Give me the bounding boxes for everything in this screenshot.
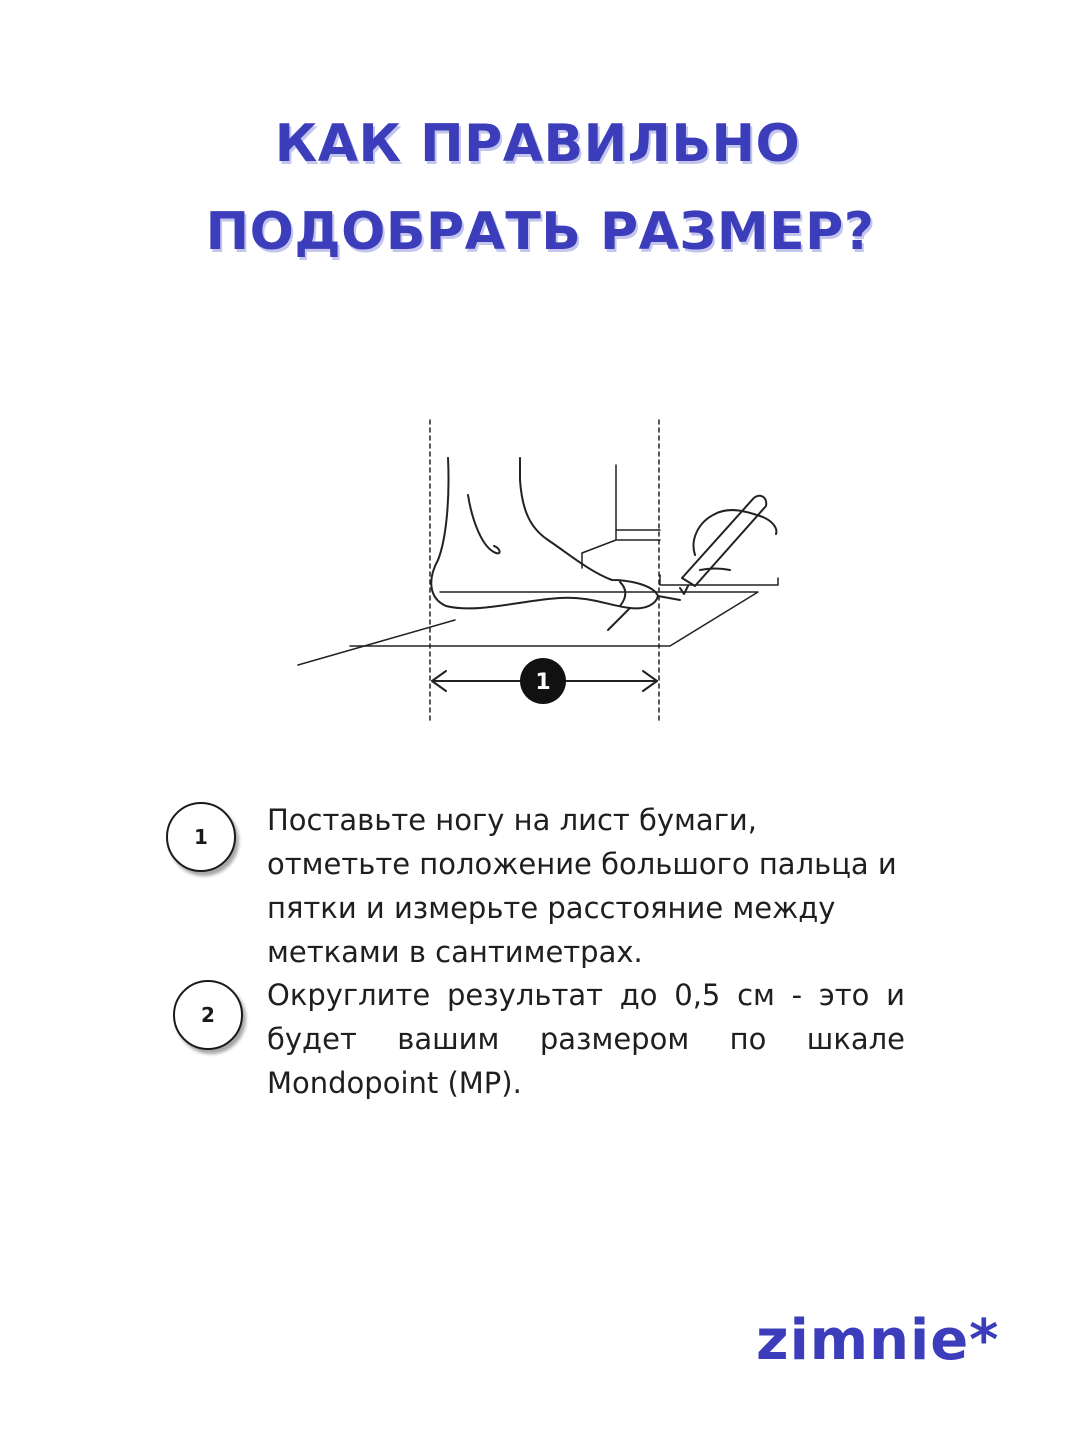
foot-measurement-illustration [290,410,790,730]
foot-icon [431,458,680,630]
title-line-2: ПОДОБРАТЬ РАЗМЕР? [205,202,875,262]
step-number-badge: 2 [173,980,243,1050]
pencil-icon [680,496,776,594]
title-line-1: КАК ПРАВИЛЬНО [274,114,801,174]
step-text: Округлите результат до 0,5 см - это и будет вашим размером по шкале Mondopoint (MP). [267,978,905,1100]
background-box [582,465,660,553]
brand-logo: zimnie* [756,1308,1000,1373]
floor-line [298,620,455,665]
page-title [0,100,1080,276]
paper-sheet [350,592,758,646]
measure-marker-label: 1 [535,670,551,695]
step-text: Поставьте ногу на лист бумаги, отметьте положение большого пальца и пятки и измерьте расстояние между метками в сантиметрах. [267,803,897,969]
step-number-badge: 1 [166,802,236,872]
